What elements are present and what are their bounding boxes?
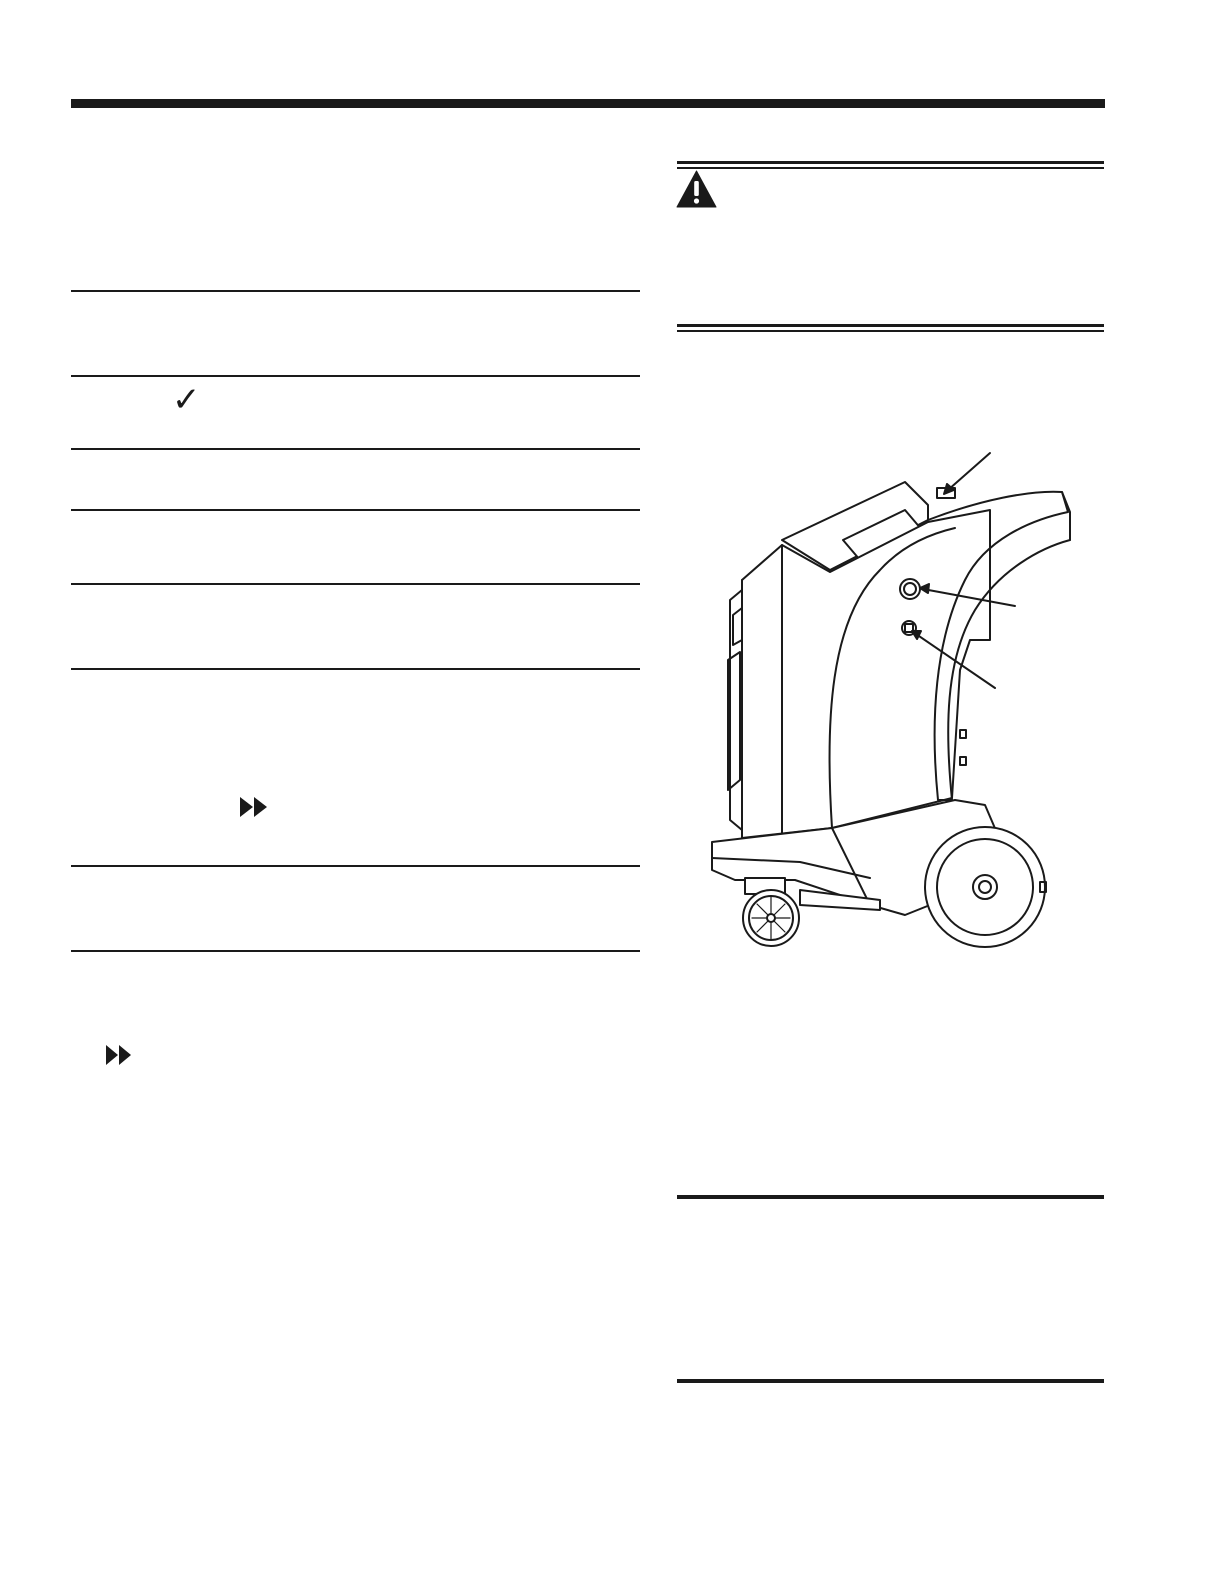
machine-illustration <box>700 440 1110 960</box>
table-rule-1 <box>71 290 640 292</box>
check-mark-icon: ✓ <box>172 380 201 420</box>
warning-top-rule <box>677 161 1104 169</box>
table-rule-7 <box>71 865 640 867</box>
fast-forward-icon <box>239 796 269 818</box>
table-rule-3 <box>71 448 640 450</box>
table-rule-6 <box>71 668 640 670</box>
table-rule-8 <box>71 950 640 952</box>
header-rule <box>71 99 1105 108</box>
table-rule-5 <box>71 583 640 585</box>
table-rule-4 <box>71 509 640 511</box>
table-rule-2 <box>71 375 640 377</box>
warning-triangle-icon <box>676 170 717 208</box>
warning-bottom-rule <box>677 324 1104 332</box>
note-top-rule <box>677 1195 1104 1199</box>
note-bottom-rule <box>677 1379 1104 1383</box>
fast-forward-icon <box>105 1044 133 1066</box>
